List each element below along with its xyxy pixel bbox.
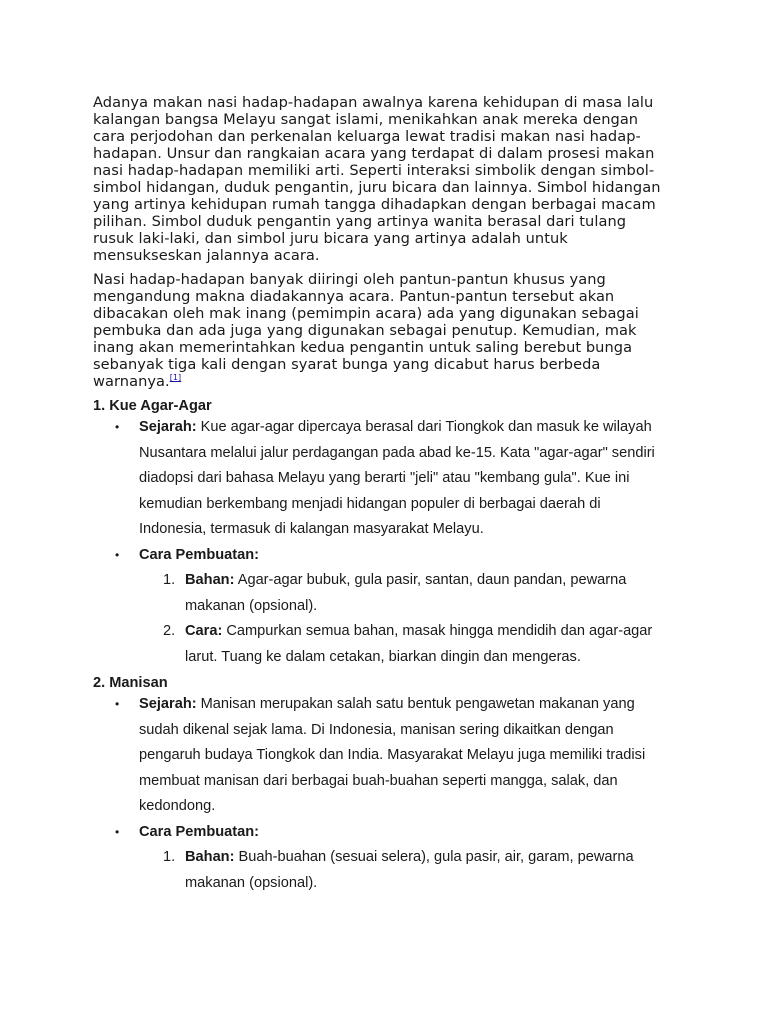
section-2-bullets xyxy=(93,692,671,896)
footnote-link[interactable]: [1] xyxy=(169,373,182,382)
history-text: Manisan merupakan salah satu bentuk pengawetan makanan yang sudah dikenal sejak lama. Di Indonesia, manisan sering dikaitkan dengan pengaruh budaya Tiongkok dan India. Masyarakat Melayu juga memiliki tradisi membuat manisan dari berbagai buah-buahan seperti mangga, salak, dan kedondong. xyxy=(139,696,646,814)
method-label: Cara Pembuatan: xyxy=(139,546,260,563)
history-item xyxy=(93,692,671,820)
method-steps xyxy=(139,568,671,670)
step-label: Bahan: xyxy=(185,572,235,588)
intro-paragraph-2-text: Nasi hadap-hadapan banyak diiringi oleh pantun-pantun khusus yang mengandung makna diadakannya acara. Pantun-pantun tersebut akan dibacakan oleh mak inang (pemimpin acara) ada yang digunakan sebagai pembuka dan ada juga yang digunakan sebagai penutup. Kemudian, mak inang akan memerintahkan kedua pengantin untuk saling berebut bunga sebanyak tiga kali dengan syarat bunga yang dicabut harus berbeda warnanya. xyxy=(93,271,639,390)
history-label: Sejarah: xyxy=(139,419,197,435)
history-text: Kue agar-agar dipercaya berasal dari Tiongkok dan masuk ke wilayah Nusantara melalui jalur perdagangan pada abad ke-15. Kata "agar-agar" sendiri diadopsi dari bahasa Melayu yang berarti "jeli" atau "kembang gula". Kue ini kemudian berkembang menjadi hidangan populer di berbagai daerah di Indonesia, termasuk di kalangan masyarakat Melayu. xyxy=(139,419,655,537)
bullet-icon: • xyxy=(115,420,120,434)
step-item xyxy=(139,568,671,619)
method-item xyxy=(93,543,671,671)
step-number: 1. xyxy=(163,572,176,588)
step-number: 2. xyxy=(163,623,176,639)
intro-paragraph-1-text: Adanya makan nasi hadap-hadapan awalnya karena kehidupan di masa lalu kalangan bangsa Melayu sangat islami, menikahkan anak mereka dengan cara perjodohan dan perkenalan keluarga lewat tradisi makan nasi hadap-hadapan. Unsur dan rangkaian acara yang terdapat di dalam prosesi makan nasi hadap-hadapan memiliki arti. Seperti interaksi simbolik dengan simbol-simbol hidangan, duduk pengantin, juru bicara dan lainnya. Simbol hidangan yang artinya kehidupan rumah tangga dihadapkan dengan berbagai macam pilihan. Simbol duduk pengantin yang artinya wanita berasal dari tulang rusuk laki-laki, dan simbol juru bicara yang artinya adalah untuk mensukseskan jalannya acara. xyxy=(93,94,661,264)
method-steps xyxy=(139,845,671,896)
footnote-ref[interactable] xyxy=(170,373,181,382)
history-label: Sejarah: xyxy=(139,696,197,712)
step-text: Campurkan semua bahan, masak hingga mendidih dan agar-agar larut. Tuang ke dalam cetakan, biarkan dingin dan mengeras. xyxy=(185,623,653,665)
history-item xyxy=(93,415,671,543)
section-heading-kue-agar-agar: 1. Kue Agar-Agar xyxy=(93,398,212,414)
bullet-icon: • xyxy=(115,697,120,711)
bullet-icon: • xyxy=(115,824,120,839)
step-text: Agar-agar bubuk, gula pasir, santan, daun pandan, pewarna makanan (opsional). xyxy=(185,572,627,614)
intro-paragraph-1 xyxy=(93,94,671,264)
method-label: Cara Pembuatan: xyxy=(139,823,260,840)
step-number: 1. xyxy=(163,849,176,865)
method-item xyxy=(93,820,671,897)
intro-paragraph-2 xyxy=(93,271,671,390)
step-item xyxy=(139,845,671,896)
section-heading-manisan: 2. Manisan xyxy=(93,675,168,691)
bullet-icon: • xyxy=(115,547,120,562)
step-label: Bahan: xyxy=(185,849,235,865)
step-text: Buah-buahan (sesuai selera), gula pasir, air, garam, pewarna makanan (opsional). xyxy=(185,849,634,891)
document-page xyxy=(93,94,671,896)
section-1-bullets xyxy=(93,415,671,670)
step-item xyxy=(139,619,671,670)
step-label: Cara: xyxy=(185,623,223,639)
